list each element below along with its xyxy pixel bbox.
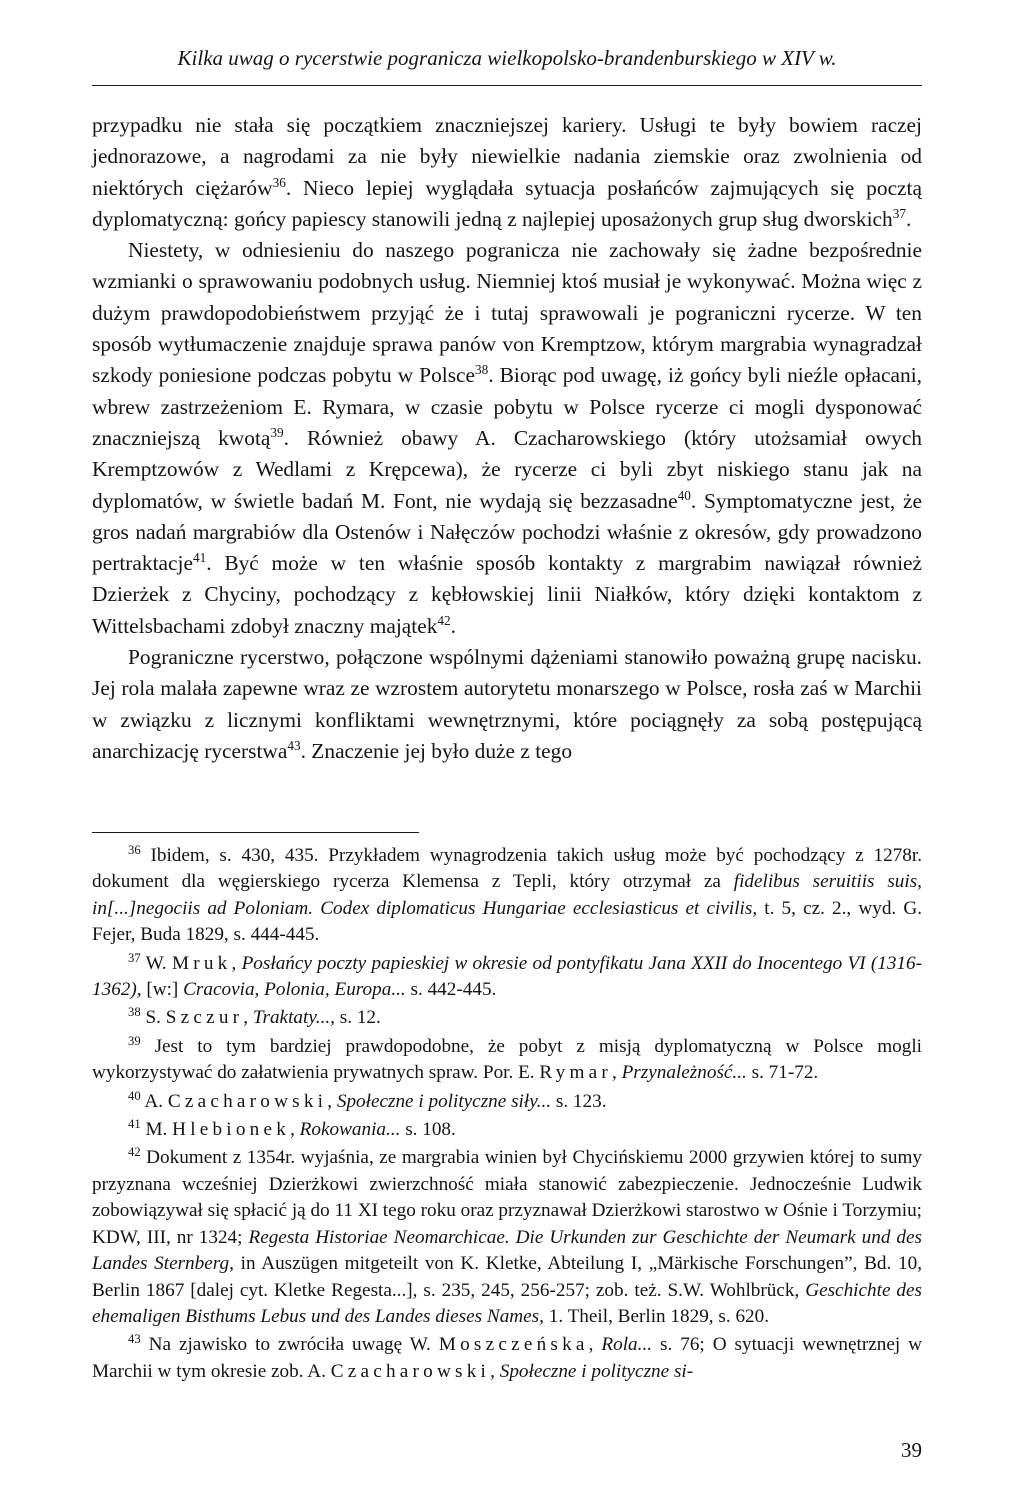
- footnote-number: 43: [128, 1332, 141, 1347]
- footnote-ref-37: 37: [892, 205, 906, 221]
- footnote-number: 39: [128, 1033, 141, 1048]
- footnote-number: 41: [128, 1117, 141, 1132]
- text-span: Niestety, w odniesieniu do naszego pogranicza nie zachowały się żadne bezpośrednie wzmianki o sprawowaniu podobnych usług. Niemniej ktoś musiał je wykonywać. Można więc z dużym prawdopodobieństwem przyjąć że i tutaj sprawowali je pograniczni rycerze. W ten sposób wytłumaczenie znajduje sprawa panów von Kremptzow, którym margrabia wynagradzał szkody poniesione podczas pobytu w Polsce: [92, 238, 922, 388]
- main-text: [92, 110, 922, 767]
- footnote-ref-42: 42: [437, 612, 451, 628]
- text-span: Na zjawisko to zwróciła uwagę W.: [140, 1334, 439, 1356]
- text-span: A.: [140, 1090, 168, 1112]
- author-name: Moszczeńska: [438, 1334, 589, 1356]
- author-name: Czacharowski: [330, 1360, 491, 1382]
- author-name: Mruk: [171, 952, 232, 974]
- footnote-40: [92, 1089, 922, 1115]
- footnote-41: [92, 1117, 922, 1143]
- text-span: Jest to tym bardziej prawdopodobne, że pobyt z misją dyplomatyczną w Polsce mogli wykorzystywać do załatwienia prywatnych spraw. Por. E.: [92, 1035, 922, 1084]
- author-name: Czacharowski: [167, 1090, 328, 1112]
- text-span: ,: [231, 952, 242, 974]
- footnote-ref-41: 41: [192, 550, 207, 566]
- text-span: S.: [140, 1007, 166, 1029]
- footnote-36: [92, 843, 922, 949]
- footnote-number: 37: [128, 950, 141, 965]
- footnote-number: 42: [128, 1145, 141, 1160]
- italic-span: Przynależność...: [621, 1062, 747, 1084]
- text-span: s. 71-72.: [746, 1062, 819, 1084]
- author-name: Szczur: [165, 1007, 244, 1029]
- text-span: .: [906, 206, 912, 231]
- footnotes: [92, 843, 922, 1387]
- paragraph-1: [92, 110, 922, 235]
- text-span: 1. Theil, Berlin 1829, s. 620.: [543, 1305, 770, 1327]
- text-span: [w:]: [141, 979, 184, 1001]
- italic-span: Społeczne i polityczne siły...: [336, 1090, 552, 1112]
- text-span: Dokument z 1354r. wyjaśnia, ze margrabia winien był Chycińskiemu 2000 grzywien której to sumy przyznana wcześniej Dzierżkowi zwierzchność miała stanowić zabezpieczenie. Jednocześnie Ludwik zobowiązywał się spłacić ją do 11 XI tego roku oraz przyznawał Dzierżkowi starostwo w Ośnie i Torzymiu; KDW, III, nr 1324;: [92, 1147, 922, 1248]
- footnote-37: [92, 951, 922, 1004]
- italic-span: Społeczne i polityczne si-: [499, 1360, 694, 1382]
- text-span: .: [450, 613, 457, 638]
- author-name: Rymar: [539, 1062, 612, 1084]
- footnote-number: 36: [128, 843, 141, 858]
- text-span: przypadku nie stała się początkiem znaczniejszej kariery. Usługi te były bowiem raczej jednorazowe, a nagrodami za nie były niewielkie nadania ziemskie oraz zwolnienia od niektórych ciężarów: [92, 113, 922, 200]
- footnote-ref-40: 40: [677, 487, 691, 503]
- text-span: s. 123.: [551, 1090, 607, 1112]
- text-span: ,: [243, 1007, 253, 1029]
- footnote-ref-39: 39: [270, 425, 284, 441]
- footnote-ref-38: 38: [475, 362, 489, 378]
- running-head: Kilka uwag o rycerstwie pogranicza wielkopolsko-brandenburskiego w XIV w.: [177, 46, 837, 70]
- italic-span: Regesta Historiae Neomarchicae. Die Urkunden zur Geschichte der Neumark und des Landes Sternberg,: [92, 1226, 923, 1275]
- footnote-39: [92, 1034, 922, 1087]
- footnote-number: 40: [128, 1088, 141, 1103]
- text-span: s. 442-445.: [405, 979, 497, 1001]
- footnote-43: [92, 1332, 922, 1385]
- text-span: ,: [611, 1062, 622, 1084]
- italic-span: Rokowania...: [299, 1119, 401, 1141]
- italic-span: Rola...: [601, 1334, 653, 1356]
- italic-span: fidelibus seruitiis suis, in[...]negociis ad Poloniam. Codex diplomaticus Hungariae ecclesiasticus et civilis,: [92, 871, 922, 919]
- text-span: t. 5, cz. 2., wyd. G. Fejer, Buda 1829, s. 444-445.: [92, 897, 922, 946]
- text-span: s. 76; O sytuacji wewnętrznej w Marchii w tym okresie zob. A.: [92, 1334, 922, 1382]
- paragraph-2: [92, 235, 922, 642]
- author-name: Hlebionek: [172, 1119, 291, 1141]
- text-span: W.: [140, 952, 172, 974]
- italic-span: Traktaty...,: [252, 1007, 335, 1029]
- footnote-separator: [92, 832, 419, 833]
- header-rule: [92, 85, 922, 86]
- text-span: Ibidem, s. 430, 435. Przykładem wynagrodzenia takich usług może być pochodzący z 1278r. dokument dla węgierskiego rycerza Klemensa z Tepli, który otrzymał za: [92, 845, 922, 893]
- text-span: . Symptomatyczne jest, że gros nadań margrabiów dla Ostenów i Nałęczów pochodzi właśnie z okresów, gdy prowadzono pertraktacje: [92, 488, 922, 576]
- text-span: . Nieco lepiej wyglądała sytuacja posłańców zajmujących się pocztą dyplomatyczną: gońcy papiescy stanowili jedną z najlepiej uposażonych grup sług dworskich: [92, 175, 922, 231]
- footnote-ref-36: 36: [272, 174, 286, 190]
- text-span: . Również obawy A. Czacharowskiego (który utożsamiał owych Kremptzowów z Wedlami z Krępcewa), że rycerze ci byli zbyt niskiego stanu jak na dyplomatów, w świetle badań M. Font, nie wydają się bezzasadne: [92, 425, 923, 513]
- text-span: M.: [140, 1119, 173, 1141]
- text-span: in Auszügen mitgeteilt von K. Kletke, Abteilung I, „Märkische Forschungen”, Bd. 10, Berlin 1867 [dalej cyt. Kletke Regesta...], s. 235, 245, 256-257; zob. też. S.W. Wohlbrück,: [92, 1253, 922, 1301]
- italic-span: Posłańcy poczty papieskiej w okresie od pontyfikatu Jana XXII do Inocentego VI (1316-1362),: [92, 952, 922, 1001]
- footnote-42: [92, 1145, 922, 1330]
- footnote-number: 38: [128, 1005, 141, 1020]
- text-span: ,: [290, 1119, 300, 1141]
- italic-span: Geschichte des ehemaligen Bisthums Lebus und des Landes dieses Names,: [92, 1279, 922, 1327]
- text-span: s. 12.: [334, 1007, 381, 1029]
- footnote-ref-43: 43: [287, 737, 301, 753]
- text-span: s. 108.: [400, 1119, 456, 1141]
- paragraph-3: [92, 642, 922, 767]
- text-span: . Biorąc pod uwagę, iż gońcy byli nieźle opłacani, wbrew zastrzeżeniom E. Rymara, w czasie pobytu w Polsce rycerze ci mogli dysponować znaczniejszą kwotą: [92, 363, 922, 450]
- text-span: Pograniczne rycerstwo, połączone wspólnymi dążeniami stanowiło poważną grupę nacisku. Jej rola malała zapewne wraz ze wzrostem autorytetu monarszego w Polsce, rosła zaś w Marchii w związku z licznymi konfliktami wewnętrznymi, które pociągnęły za sobą postępującą anarchizację rycerstwa: [92, 645, 922, 763]
- italic-span: Cracovia, Polonia, Europa...: [183, 979, 406, 1001]
- text-span: ,: [490, 1360, 500, 1382]
- text-span: ,: [327, 1090, 337, 1112]
- text-span: ,: [588, 1334, 602, 1356]
- text-span: . Być może w ten właśnie sposób kontakty z margrabim nawiązał również Dzierżek z Chyciny, pochodzący z kębłowskiej linii Niałków, który dzięki kontaktom z Wittelsbachami zdobył znaczny majątek: [92, 551, 922, 638]
- footnote-38: [92, 1005, 922, 1031]
- page-number: 39: [901, 1438, 922, 1462]
- text-span: . Znaczenie jej było duże z tego: [300, 738, 573, 763]
